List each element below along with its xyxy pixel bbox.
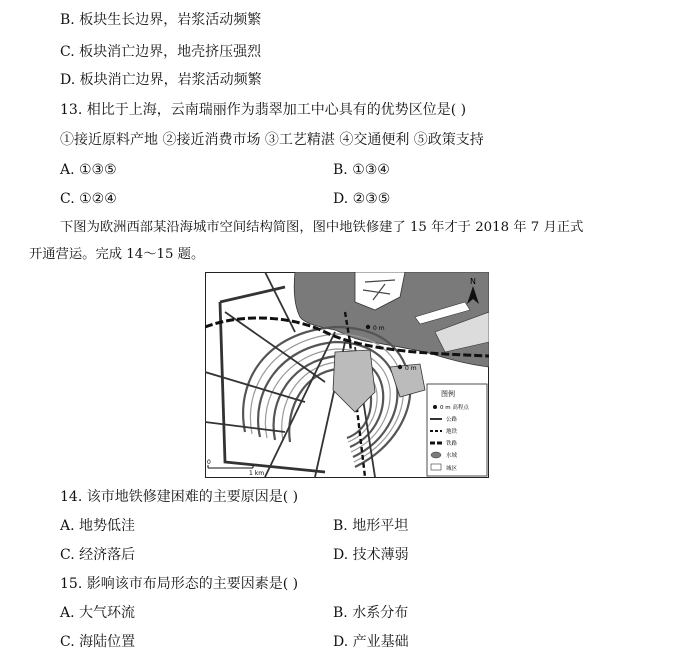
q15-option-a: A. 大气环流 [60,605,136,621]
q14-option-d: D. 技术薄弱 [333,547,409,563]
north-label: N [470,277,476,286]
elevation-point-2 [398,365,402,369]
q12-option-c: C. 板块消亡边界，地壳挤压强烈 [60,44,262,60]
city-map-figure [205,272,489,478]
legend-metro: 地铁 [446,429,458,435]
q15-stem: 15. 影响该市布局形态的主要因素是( ) [60,576,299,592]
q15-option-c: C. 海陆位置 [60,634,136,650]
map-legend [427,384,487,476]
elevation-point-1 [366,325,370,329]
q12-option-b: B. 板块生长边界，岩浆活动频繁 [60,12,262,28]
legend-urban: 城区 [446,466,458,472]
intro-line-2: 开通营运。完成 14～15 题。 [29,247,205,262]
scale-zero: 0 [207,459,211,466]
q13-choices: ①接近原料产地 ②接近消费市场 ③工艺精湛 ④交通便利 ⑤政策支持 [60,132,484,148]
q14-option-a: A. 地势低洼 [60,518,136,534]
q14-option-c: C. 经济落后 [60,547,136,563]
q12-option-d: D. 板块消亡边界，岩浆活动频繁 [60,72,262,88]
q13-option-b: B. ①③④ [333,162,390,178]
q15-option-d: D. 产业基础 [333,634,409,650]
q14-stem: 14. 该市地铁修建困难的主要原因是( ) [60,489,299,505]
legend-elevation: 0 m 高程点 [440,405,469,411]
q13-option-a: A. ①③⑤ [60,162,117,178]
q13-option-d: D. ②③⑤ [333,191,391,207]
elevation-label-2: 0 m [405,365,417,372]
q13-stem: 13. 相比于上海，云南瑞丽作为翡翠加工中心具有的优势区位是( ) [60,102,467,118]
intro-line-1: 下图为欧洲西部某沿海城市空间结构简图，图中地铁修建了 15 年才于 2018 年 7 月正式 [60,220,584,235]
elevation-label-1: 0 m [373,325,385,332]
q14-option-b: B. 地形平坦 [333,518,409,534]
legend-railway: 铁路 [446,441,458,447]
legend-water: 水域 [446,453,458,459]
legend-title: 图例 [441,390,455,398]
q15-option-b: B. 水系分布 [333,605,409,621]
legend-road: 公路 [446,417,458,423]
scale-label: 1 km [249,470,265,477]
q13-option-c: C. ①②④ [60,191,117,207]
city-map-svg [205,272,489,478]
